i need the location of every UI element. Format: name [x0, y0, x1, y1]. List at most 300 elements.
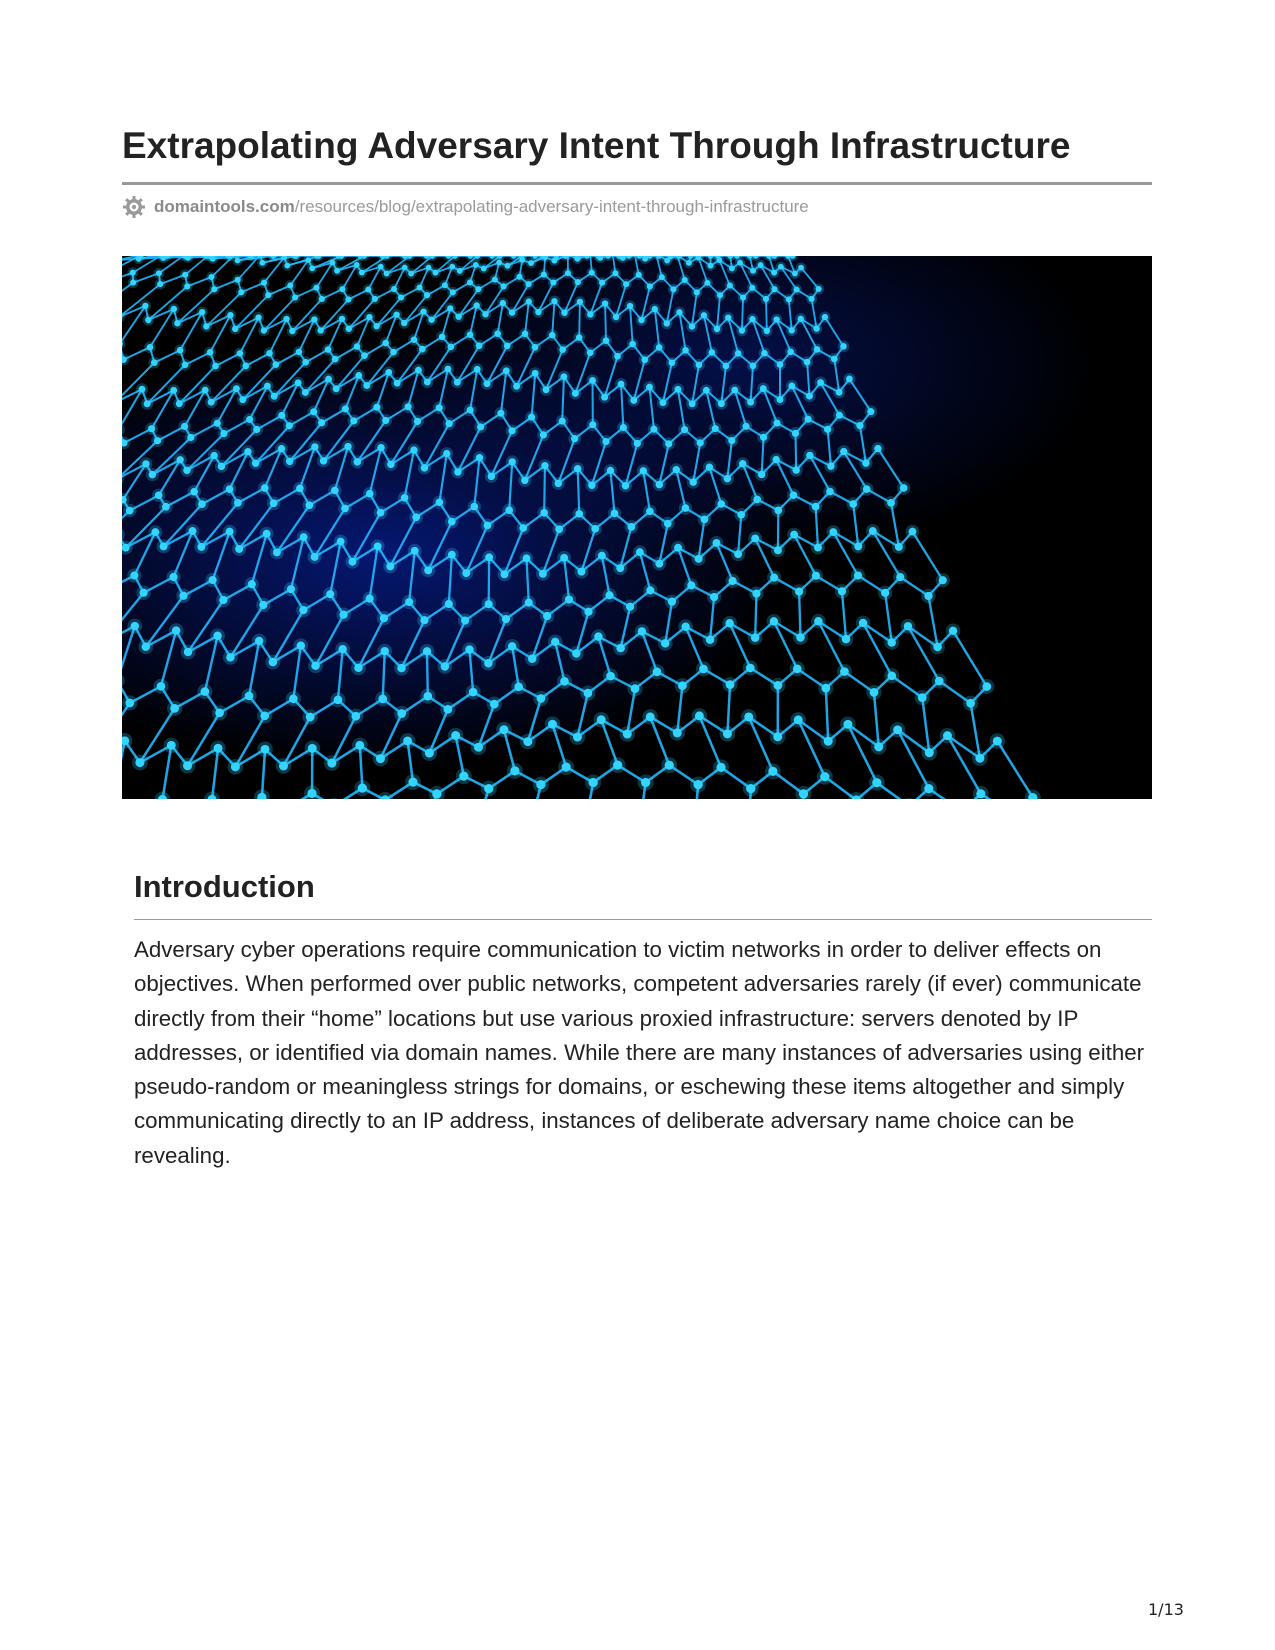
mesh-node — [235, 545, 243, 553]
mesh-node — [476, 342, 483, 349]
mesh-node — [634, 440, 641, 447]
mesh-node — [208, 399, 215, 406]
mesh-node — [344, 443, 351, 450]
mesh-node — [289, 328, 295, 334]
mesh-node — [575, 510, 583, 518]
mesh-node — [805, 416, 812, 423]
mesh-node — [747, 399, 754, 406]
mesh-node — [454, 468, 461, 475]
mesh-node — [792, 430, 799, 437]
mesh-node — [773, 732, 782, 741]
mesh-node — [739, 460, 746, 467]
mesh-node — [561, 310, 567, 316]
mesh-node — [661, 639, 670, 648]
mesh-node — [477, 423, 484, 430]
section-heading-introduction: Introduction — [134, 869, 315, 904]
mesh-node — [455, 313, 461, 319]
mesh-node — [560, 554, 568, 562]
mesh-node — [925, 748, 934, 757]
mesh-node — [840, 448, 847, 455]
mesh-node — [695, 555, 703, 563]
mesh-node — [694, 780, 703, 789]
mesh-node — [772, 456, 779, 463]
mesh-node — [408, 271, 414, 277]
mesh-node — [764, 328, 770, 334]
mesh-node — [535, 309, 541, 315]
mesh-node — [631, 684, 640, 693]
mesh-node — [670, 286, 676, 292]
mesh-node — [414, 418, 421, 425]
mesh-node — [718, 400, 725, 407]
mesh-node — [551, 298, 557, 304]
mesh-node — [551, 258, 557, 264]
mesh-node — [339, 316, 345, 322]
mesh-node — [451, 731, 460, 740]
mesh-node — [419, 346, 426, 353]
mesh-node — [448, 518, 456, 526]
mesh-node — [681, 623, 689, 631]
mesh-node — [266, 350, 273, 357]
mesh-node — [261, 280, 267, 286]
mesh-node — [699, 665, 708, 674]
mesh-node — [519, 524, 527, 532]
mesh-node — [574, 465, 581, 472]
mesh-node — [555, 525, 563, 533]
mesh-node — [272, 361, 279, 368]
mesh-node — [190, 488, 198, 496]
mesh-node — [203, 323, 209, 329]
mesh-node — [838, 587, 846, 595]
mesh-node — [286, 458, 293, 465]
mesh-node — [181, 423, 188, 430]
mesh-node — [642, 256, 648, 262]
mesh-node — [253, 426, 260, 433]
mesh-node — [467, 331, 474, 338]
mesh-node — [659, 399, 666, 406]
mesh-node — [385, 369, 392, 376]
mesh-node — [710, 593, 718, 601]
mesh-node — [476, 454, 483, 461]
mesh-node — [763, 296, 769, 302]
mesh-node — [459, 772, 468, 781]
mesh-node — [227, 312, 233, 318]
mesh-node — [331, 487, 339, 495]
mesh-node — [218, 463, 225, 470]
mesh-node — [287, 282, 293, 288]
mesh-node — [439, 333, 446, 340]
mesh-node — [874, 445, 881, 452]
mesh-node — [516, 274, 522, 280]
mesh-node — [273, 548, 281, 556]
mesh-node — [607, 467, 614, 474]
mesh-node — [442, 282, 448, 288]
mesh-node — [613, 314, 619, 320]
mesh-node — [794, 715, 803, 724]
mesh-node — [373, 404, 380, 411]
mesh-node — [361, 352, 368, 359]
mesh-node — [549, 332, 556, 339]
mesh-node — [706, 464, 713, 471]
mesh-node — [443, 705, 452, 714]
mesh-node — [510, 766, 519, 775]
mesh-node — [169, 573, 177, 581]
mesh-node — [182, 272, 188, 278]
mesh-node — [872, 778, 881, 787]
mesh-edge — [544, 466, 545, 513]
mesh-node — [887, 638, 896, 647]
mesh-node — [212, 363, 219, 370]
mesh-node — [854, 571, 862, 579]
mesh-node — [717, 500, 725, 508]
mesh-node — [804, 359, 811, 366]
mesh-node — [787, 349, 794, 356]
mesh-node — [248, 580, 256, 588]
mesh-node — [708, 263, 714, 269]
mesh-node — [597, 715, 606, 724]
mesh-node — [628, 523, 636, 531]
mesh-node — [993, 737, 1002, 746]
mesh-node — [589, 421, 596, 428]
mesh-node — [812, 503, 820, 511]
mesh-node — [528, 654, 537, 663]
source-url[interactable] — [122, 195, 809, 219]
mesh-node — [365, 287, 371, 293]
mesh-node — [587, 311, 593, 317]
mesh-node — [976, 789, 985, 798]
mesh-node — [761, 350, 768, 357]
mesh-node — [474, 743, 483, 752]
mesh-node — [334, 268, 340, 274]
mesh-node — [278, 445, 285, 452]
mesh-node — [494, 330, 501, 337]
mesh-node — [790, 531, 798, 539]
mesh-node — [751, 633, 760, 642]
mesh-node — [386, 562, 394, 570]
mesh-node — [151, 528, 159, 536]
mesh-node — [474, 302, 480, 308]
mesh-node — [490, 700, 499, 709]
hero-image — [122, 256, 1152, 799]
mesh-node — [665, 761, 674, 770]
mesh-node — [207, 349, 214, 356]
mesh-node — [327, 759, 336, 768]
mesh-node — [674, 544, 682, 552]
mesh-node — [749, 285, 755, 291]
mesh-node — [508, 642, 516, 650]
mesh-node — [259, 260, 265, 266]
mesh-node — [640, 467, 647, 474]
mesh-node — [130, 279, 136, 285]
mesh-node — [351, 712, 360, 721]
mesh-node — [806, 393, 813, 400]
mesh-node — [261, 745, 270, 754]
mesh-node — [411, 547, 419, 555]
mesh-node — [167, 741, 176, 750]
mesh-node — [296, 349, 303, 356]
mesh-node — [139, 589, 147, 597]
mesh-node — [673, 728, 682, 737]
mesh-node — [836, 412, 843, 419]
mesh-node — [436, 404, 443, 411]
mesh-node — [391, 286, 397, 292]
mesh-node — [682, 504, 690, 512]
mesh-node — [843, 720, 852, 729]
mesh-node — [550, 279, 556, 285]
mesh-node — [318, 419, 325, 426]
mesh-node — [589, 778, 598, 787]
mesh-node — [350, 417, 357, 424]
mesh-node — [130, 270, 136, 276]
mesh-node — [151, 359, 158, 366]
mesh-node — [814, 617, 822, 625]
mesh-node — [325, 376, 332, 383]
mesh-node — [208, 274, 214, 280]
mesh-node — [826, 488, 834, 496]
mesh-node — [771, 286, 777, 292]
mesh-node — [384, 271, 390, 277]
mesh-node — [669, 359, 676, 366]
mesh-node — [678, 681, 687, 690]
mesh-node — [863, 485, 871, 493]
mesh-node — [773, 419, 780, 426]
mesh-node — [354, 262, 360, 268]
mesh-node — [799, 789, 808, 798]
mesh-node — [734, 550, 742, 558]
mesh-node — [701, 312, 707, 318]
mesh-node — [735, 350, 742, 357]
mesh-node — [199, 309, 205, 315]
mesh-node — [402, 265, 408, 271]
mesh-node — [616, 564, 624, 572]
mesh-node — [636, 272, 642, 278]
mesh-node — [935, 677, 944, 686]
mesh-node — [213, 632, 221, 640]
mesh-node — [813, 325, 819, 331]
mesh-node — [311, 662, 320, 671]
mesh-node — [408, 777, 417, 786]
mesh-node — [636, 548, 644, 556]
mesh-node — [577, 299, 583, 305]
mesh-node — [503, 367, 510, 374]
mesh-node — [750, 363, 757, 370]
mesh-node — [824, 737, 833, 746]
mesh-node — [233, 385, 240, 392]
mesh-node — [176, 400, 183, 407]
mesh-node — [232, 326, 238, 332]
mesh-node — [519, 257, 525, 263]
mesh-node — [148, 425, 155, 432]
mesh-node — [523, 737, 532, 746]
mesh-node — [245, 692, 254, 701]
mesh-node — [676, 309, 682, 315]
introduction-paragraph: Adversary cyber operations require communication to victim networks in order to deliver effects on objectives. When performed over public networks, competent adversaries rarely (if ever) communicate directly from their “home” locations but use various proxied infrastructure: servers denoted by IP addresses, or identified via domain names. While there are many instances of adversaries using either pseudo-random or meaningless strings for domains, or eschewing these items altogether and simply communicating directly to an IP address, instances of deliberate adversary name choice can be revealing. — [134, 937, 1145, 1168]
mesh-node — [795, 587, 803, 595]
mesh-node — [777, 396, 784, 403]
mesh-node — [255, 637, 263, 645]
mesh-node — [354, 458, 361, 465]
mesh-node — [659, 274, 665, 280]
mesh-node — [881, 589, 889, 597]
mesh-node — [378, 695, 387, 704]
mesh-node — [771, 270, 777, 276]
mesh-node — [713, 539, 721, 547]
mesh-node — [380, 614, 388, 622]
mesh-node — [366, 314, 372, 320]
mesh-node — [198, 500, 206, 508]
mesh-node — [522, 331, 529, 338]
mesh-node — [854, 542, 862, 550]
mesh-node — [176, 456, 183, 463]
mesh-node — [812, 572, 820, 580]
mesh-node — [620, 424, 627, 431]
mesh-node — [573, 733, 582, 742]
mesh-node — [526, 281, 532, 287]
mesh-node — [144, 400, 151, 407]
mesh-node — [184, 283, 190, 289]
mesh-node — [601, 394, 608, 401]
mesh-node — [149, 471, 156, 478]
mesh-node — [226, 653, 235, 662]
mesh-node — [966, 699, 975, 708]
mesh-node — [725, 314, 731, 320]
mesh-node — [244, 448, 251, 455]
mesh-node — [125, 699, 134, 708]
mesh-node — [345, 296, 351, 302]
mesh-node — [231, 762, 240, 771]
mesh-node — [420, 308, 426, 314]
mesh-node — [777, 361, 784, 368]
mesh-node — [484, 784, 493, 793]
mesh-node — [485, 553, 493, 561]
mesh-node — [638, 317, 644, 323]
source-path[interactable]: /resources/blog/extrapolating-adversary-intent-through-infrastructure — [294, 197, 809, 216]
mesh-node — [612, 270, 618, 276]
mesh-node — [924, 592, 932, 600]
mesh-node — [210, 452, 217, 459]
mesh-node — [130, 571, 138, 579]
mesh-node — [849, 500, 857, 508]
mesh-node — [366, 490, 374, 498]
mesh-node — [729, 265, 735, 271]
mesh-node — [179, 592, 187, 600]
mesh-node — [709, 349, 716, 356]
mesh-node — [473, 262, 479, 268]
mesh-node — [319, 296, 325, 302]
mesh-node — [215, 708, 224, 717]
mesh-node — [909, 528, 917, 536]
mesh-node — [774, 546, 782, 554]
mesh-node — [798, 265, 804, 271]
mesh-node — [415, 367, 422, 374]
mesh-node — [758, 262, 764, 268]
mesh-node — [701, 516, 709, 524]
mesh-node — [500, 570, 508, 578]
mesh-node — [449, 264, 455, 270]
mesh-node — [790, 491, 798, 499]
mesh-node — [424, 566, 432, 574]
mesh-node — [265, 292, 271, 298]
mesh-node — [682, 347, 689, 354]
mesh-node — [788, 383, 795, 390]
mesh-node — [286, 422, 293, 429]
mesh-node — [867, 408, 874, 415]
mesh-node — [461, 616, 469, 624]
mesh-node — [646, 384, 653, 391]
mesh-node — [622, 482, 629, 489]
mesh-node — [831, 356, 838, 363]
mesh-node — [716, 763, 725, 772]
mesh-node — [255, 314, 261, 320]
mesh-node — [816, 286, 822, 292]
mesh-node — [840, 667, 849, 676]
mesh-node — [673, 466, 680, 473]
mesh-node — [820, 772, 829, 781]
mesh-node — [774, 507, 782, 515]
mesh-node — [171, 306, 177, 312]
mesh-node — [565, 595, 573, 603]
mesh-node — [626, 603, 634, 611]
mesh-node — [793, 665, 802, 674]
mesh-node — [377, 509, 385, 517]
mesh-node — [174, 320, 180, 326]
mesh-node — [136, 256, 142, 262]
source-domain[interactable]: domaintools.com — [154, 197, 295, 216]
mesh-node — [611, 510, 619, 518]
mesh-node — [432, 789, 441, 798]
mesh-node — [154, 437, 161, 444]
mesh-node — [675, 386, 682, 393]
mesh-node — [746, 784, 755, 793]
mesh-node — [412, 513, 420, 521]
mesh-node — [744, 712, 753, 721]
mesh-node — [474, 366, 481, 373]
mesh-node — [814, 544, 822, 552]
mesh-node — [497, 410, 504, 417]
mesh-node — [374, 542, 382, 550]
mesh-node — [355, 741, 364, 750]
mesh-node — [603, 337, 610, 344]
mesh-node — [887, 499, 895, 507]
mesh-node — [904, 622, 912, 630]
mesh-node — [378, 264, 384, 270]
mesh-node — [382, 340, 389, 347]
mesh-node — [358, 783, 367, 792]
mesh-node — [306, 713, 315, 722]
mesh-node — [287, 585, 295, 593]
mesh-node — [157, 281, 163, 287]
mesh-node — [532, 370, 539, 377]
mesh-node — [342, 405, 349, 412]
mesh-node — [145, 317, 151, 323]
mesh-node — [584, 608, 592, 616]
mesh-node — [305, 501, 313, 509]
mesh-node — [320, 457, 327, 464]
mesh-node — [768, 767, 777, 776]
mesh-node — [760, 434, 767, 441]
mesh-node — [668, 598, 676, 606]
mesh-node — [514, 683, 523, 692]
mesh-node — [714, 326, 720, 332]
mesh-node — [505, 506, 513, 514]
mesh-node — [583, 689, 592, 698]
mesh-node — [307, 789, 316, 798]
mesh-node — [401, 320, 407, 326]
mesh-node — [630, 397, 637, 404]
mesh-node — [525, 599, 533, 607]
mesh-node — [641, 356, 648, 363]
mesh-node — [842, 635, 851, 644]
mesh-node — [933, 643, 942, 652]
